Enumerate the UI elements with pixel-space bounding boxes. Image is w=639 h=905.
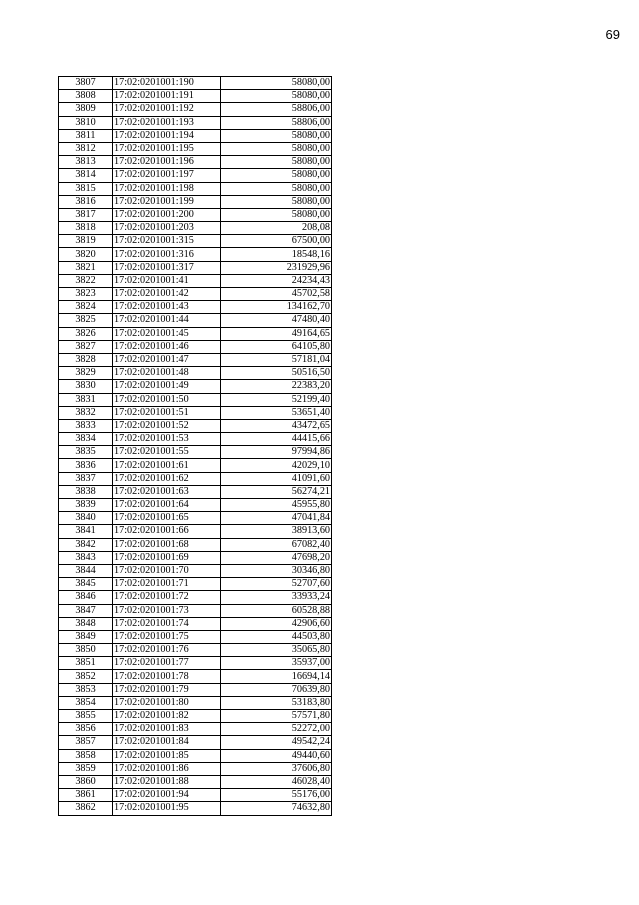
record-number-cell: 3832 bbox=[59, 406, 113, 419]
cadastral-number-cell: 17:02:0201001:190 bbox=[113, 77, 221, 90]
value-cell: 47041,84 bbox=[221, 512, 332, 525]
value-cell: 52707,60 bbox=[221, 578, 332, 591]
record-number-cell: 3840 bbox=[59, 512, 113, 525]
table-row bbox=[59, 393, 332, 406]
cadastral-number-cell: 17:02:0201001:199 bbox=[113, 195, 221, 208]
value-cell: 70639,80 bbox=[221, 683, 332, 696]
table-row bbox=[59, 261, 332, 274]
value-cell: 33933,24 bbox=[221, 591, 332, 604]
record-number-cell: 3862 bbox=[59, 802, 113, 815]
cadastral-number-cell: 17:02:0201001:52 bbox=[113, 419, 221, 432]
cadastral-number-cell: 17:02:0201001:44 bbox=[113, 314, 221, 327]
table-row bbox=[59, 472, 332, 485]
table-row bbox=[59, 551, 332, 564]
cadastral-number-cell: 17:02:0201001:45 bbox=[113, 327, 221, 340]
cadastral-number-cell: 17:02:0201001:72 bbox=[113, 591, 221, 604]
table-row bbox=[59, 591, 332, 604]
value-cell: 58080,00 bbox=[221, 156, 332, 169]
table-row bbox=[59, 762, 332, 775]
cadastral-number-cell: 17:02:0201001:61 bbox=[113, 459, 221, 472]
table-row bbox=[59, 90, 332, 103]
cadastral-number-cell: 17:02:0201001:42 bbox=[113, 288, 221, 301]
record-number-cell: 3819 bbox=[59, 235, 113, 248]
table-row bbox=[59, 644, 332, 657]
value-cell: 57181,04 bbox=[221, 353, 332, 366]
cadastral-number-cell: 17:02:0201001:79 bbox=[113, 683, 221, 696]
value-cell: 22383,20 bbox=[221, 380, 332, 393]
value-cell: 231929,96 bbox=[221, 261, 332, 274]
table-row bbox=[59, 274, 332, 287]
record-number-cell: 3851 bbox=[59, 657, 113, 670]
cadastral-number-cell: 17:02:0201001:55 bbox=[113, 446, 221, 459]
record-number-cell: 3811 bbox=[59, 129, 113, 142]
value-cell: 58080,00 bbox=[221, 208, 332, 221]
record-number-cell: 3859 bbox=[59, 762, 113, 775]
value-cell: 55176,00 bbox=[221, 789, 332, 802]
value-cell: 58806,00 bbox=[221, 103, 332, 116]
record-number-cell: 3827 bbox=[59, 340, 113, 353]
table-row bbox=[59, 723, 332, 736]
record-number-cell: 3842 bbox=[59, 538, 113, 551]
value-cell: 67082,40 bbox=[221, 538, 332, 551]
table-row bbox=[59, 142, 332, 155]
value-cell: 56274,21 bbox=[221, 485, 332, 498]
cadastral-number-cell: 17:02:0201001:203 bbox=[113, 222, 221, 235]
cadastral-number-cell: 17:02:0201001:70 bbox=[113, 564, 221, 577]
table-row bbox=[59, 446, 332, 459]
value-cell: 58806,00 bbox=[221, 116, 332, 129]
cadastral-number-cell: 17:02:0201001:47 bbox=[113, 353, 221, 366]
value-cell: 46028,40 bbox=[221, 775, 332, 788]
cadastral-number-cell: 17:02:0201001:315 bbox=[113, 235, 221, 248]
table-row bbox=[59, 789, 332, 802]
table-row bbox=[59, 288, 332, 301]
records-table bbox=[58, 76, 332, 816]
record-number-cell: 3839 bbox=[59, 499, 113, 512]
value-cell: 74632,80 bbox=[221, 802, 332, 815]
value-cell: 50516,50 bbox=[221, 367, 332, 380]
record-number-cell: 3852 bbox=[59, 670, 113, 683]
cadastral-number-cell: 17:02:0201001:74 bbox=[113, 617, 221, 630]
cadastral-number-cell: 17:02:0201001:51 bbox=[113, 406, 221, 419]
value-cell: 49440,60 bbox=[221, 749, 332, 762]
value-cell: 18548,16 bbox=[221, 248, 332, 261]
record-number-cell: 3841 bbox=[59, 525, 113, 538]
table-row bbox=[59, 670, 332, 683]
cadastral-number-cell: 17:02:0201001:95 bbox=[113, 802, 221, 815]
cadastral-number-cell: 17:02:0201001:94 bbox=[113, 789, 221, 802]
value-cell: 58080,00 bbox=[221, 195, 332, 208]
record-number-cell: 3813 bbox=[59, 156, 113, 169]
record-number-cell: 3846 bbox=[59, 591, 113, 604]
value-cell: 44503,80 bbox=[221, 630, 332, 643]
table-row bbox=[59, 604, 332, 617]
record-number-cell: 3844 bbox=[59, 564, 113, 577]
record-number-cell: 3843 bbox=[59, 551, 113, 564]
value-cell: 35937,00 bbox=[221, 657, 332, 670]
value-cell: 52272,00 bbox=[221, 723, 332, 736]
record-number-cell: 3860 bbox=[59, 775, 113, 788]
value-cell: 208,08 bbox=[221, 222, 332, 235]
table-row bbox=[59, 657, 332, 670]
record-number-cell: 3817 bbox=[59, 208, 113, 221]
cadastral-number-cell: 17:02:0201001:53 bbox=[113, 433, 221, 446]
record-number-cell: 3812 bbox=[59, 142, 113, 155]
table-row bbox=[59, 499, 332, 512]
record-number-cell: 3826 bbox=[59, 327, 113, 340]
value-cell: 97994,86 bbox=[221, 446, 332, 459]
record-number-cell: 3831 bbox=[59, 393, 113, 406]
record-number-cell: 3829 bbox=[59, 367, 113, 380]
cadastral-number-cell: 17:02:0201001:43 bbox=[113, 301, 221, 314]
record-number-cell: 3857 bbox=[59, 736, 113, 749]
record-number-cell: 3861 bbox=[59, 789, 113, 802]
cadastral-number-cell: 17:02:0201001:76 bbox=[113, 644, 221, 657]
records-table-body bbox=[59, 77, 332, 816]
table-row bbox=[59, 103, 332, 116]
table-row bbox=[59, 683, 332, 696]
record-number-cell: 3825 bbox=[59, 314, 113, 327]
value-cell: 47480,40 bbox=[221, 314, 332, 327]
table-row bbox=[59, 314, 332, 327]
value-cell: 44415,66 bbox=[221, 433, 332, 446]
record-number-cell: 3845 bbox=[59, 578, 113, 591]
value-cell: 58080,00 bbox=[221, 90, 332, 103]
value-cell: 45702,58 bbox=[221, 288, 332, 301]
page-number: 69 bbox=[605, 27, 620, 42]
table-row bbox=[59, 77, 332, 90]
value-cell: 42906,60 bbox=[221, 617, 332, 630]
cadastral-number-cell: 17:02:0201001:194 bbox=[113, 129, 221, 142]
table-row bbox=[59, 235, 332, 248]
table-row bbox=[59, 538, 332, 551]
table-row bbox=[59, 525, 332, 538]
cadastral-number-cell: 17:02:0201001:71 bbox=[113, 578, 221, 591]
cadastral-number-cell: 17:02:0201001:80 bbox=[113, 696, 221, 709]
value-cell: 49164,65 bbox=[221, 327, 332, 340]
value-cell: 37606,80 bbox=[221, 762, 332, 775]
cadastral-number-cell: 17:02:0201001:82 bbox=[113, 710, 221, 723]
value-cell: 58080,00 bbox=[221, 182, 332, 195]
record-number-cell: 3823 bbox=[59, 288, 113, 301]
cadastral-number-cell: 17:02:0201001:88 bbox=[113, 775, 221, 788]
cadastral-number-cell: 17:02:0201001:62 bbox=[113, 472, 221, 485]
cadastral-number-cell: 17:02:0201001:200 bbox=[113, 208, 221, 221]
cadastral-number-cell: 17:02:0201001:84 bbox=[113, 736, 221, 749]
value-cell: 58080,00 bbox=[221, 77, 332, 90]
cadastral-number-cell: 17:02:0201001:65 bbox=[113, 512, 221, 525]
value-cell: 16694,14 bbox=[221, 670, 332, 683]
cadastral-number-cell: 17:02:0201001:316 bbox=[113, 248, 221, 261]
record-number-cell: 3822 bbox=[59, 274, 113, 287]
table-row bbox=[59, 736, 332, 749]
value-cell: 47698,20 bbox=[221, 551, 332, 564]
value-cell: 24234,43 bbox=[221, 274, 332, 287]
table-row bbox=[59, 710, 332, 723]
value-cell: 58080,00 bbox=[221, 169, 332, 182]
value-cell: 58080,00 bbox=[221, 129, 332, 142]
cadastral-number-cell: 17:02:0201001:86 bbox=[113, 762, 221, 775]
table-row bbox=[59, 340, 332, 353]
table-row bbox=[59, 327, 332, 340]
value-cell: 67500,00 bbox=[221, 235, 332, 248]
table-row bbox=[59, 353, 332, 366]
cadastral-number-cell: 17:02:0201001:85 bbox=[113, 749, 221, 762]
cadastral-number-cell: 17:02:0201001:69 bbox=[113, 551, 221, 564]
table-row bbox=[59, 578, 332, 591]
cadastral-number-cell: 17:02:0201001:66 bbox=[113, 525, 221, 538]
record-number-cell: 3816 bbox=[59, 195, 113, 208]
cadastral-number-cell: 17:02:0201001:68 bbox=[113, 538, 221, 551]
record-number-cell: 3849 bbox=[59, 630, 113, 643]
record-number-cell: 3821 bbox=[59, 261, 113, 274]
cadastral-number-cell: 17:02:0201001:48 bbox=[113, 367, 221, 380]
value-cell: 49542,24 bbox=[221, 736, 332, 749]
value-cell: 38913,60 bbox=[221, 525, 332, 538]
record-number-cell: 3818 bbox=[59, 222, 113, 235]
cadastral-number-cell: 17:02:0201001:83 bbox=[113, 723, 221, 736]
record-number-cell: 3854 bbox=[59, 696, 113, 709]
table-row bbox=[59, 222, 332, 235]
table-row bbox=[59, 367, 332, 380]
record-number-cell: 3814 bbox=[59, 169, 113, 182]
table-row bbox=[59, 433, 332, 446]
record-number-cell: 3828 bbox=[59, 353, 113, 366]
table-row bbox=[59, 696, 332, 709]
table-row bbox=[59, 208, 332, 221]
value-cell: 41091,60 bbox=[221, 472, 332, 485]
cadastral-number-cell: 17:02:0201001:75 bbox=[113, 630, 221, 643]
value-cell: 43472,65 bbox=[221, 419, 332, 432]
table-row bbox=[59, 129, 332, 142]
record-number-cell: 3837 bbox=[59, 472, 113, 485]
value-cell: 60528,88 bbox=[221, 604, 332, 617]
cadastral-number-cell: 17:02:0201001:196 bbox=[113, 156, 221, 169]
record-number-cell: 3809 bbox=[59, 103, 113, 116]
table-row bbox=[59, 116, 332, 129]
record-number-cell: 3853 bbox=[59, 683, 113, 696]
record-number-cell: 3850 bbox=[59, 644, 113, 657]
value-cell: 30346,80 bbox=[221, 564, 332, 577]
cadastral-number-cell: 17:02:0201001:198 bbox=[113, 182, 221, 195]
record-number-cell: 3836 bbox=[59, 459, 113, 472]
value-cell: 45955,80 bbox=[221, 499, 332, 512]
value-cell: 53651,40 bbox=[221, 406, 332, 419]
record-number-cell: 3835 bbox=[59, 446, 113, 459]
record-number-cell: 3810 bbox=[59, 116, 113, 129]
table-row bbox=[59, 802, 332, 815]
record-number-cell: 3855 bbox=[59, 710, 113, 723]
table-row bbox=[59, 301, 332, 314]
cadastral-number-cell: 17:02:0201001:46 bbox=[113, 340, 221, 353]
value-cell: 58080,00 bbox=[221, 142, 332, 155]
table-row bbox=[59, 195, 332, 208]
table-row bbox=[59, 169, 332, 182]
record-number-cell: 3808 bbox=[59, 90, 113, 103]
value-cell: 35065,80 bbox=[221, 644, 332, 657]
cadastral-number-cell: 17:02:0201001:193 bbox=[113, 116, 221, 129]
table-row bbox=[59, 419, 332, 432]
table-row bbox=[59, 564, 332, 577]
cadastral-number-cell: 17:02:0201001:317 bbox=[113, 261, 221, 274]
cadastral-number-cell: 17:02:0201001:41 bbox=[113, 274, 221, 287]
cadastral-number-cell: 17:02:0201001:195 bbox=[113, 142, 221, 155]
value-cell: 134162,70 bbox=[221, 301, 332, 314]
cadastral-number-cell: 17:02:0201001:63 bbox=[113, 485, 221, 498]
cadastral-number-cell: 17:02:0201001:197 bbox=[113, 169, 221, 182]
record-number-cell: 3838 bbox=[59, 485, 113, 498]
cadastral-number-cell: 17:02:0201001:50 bbox=[113, 393, 221, 406]
record-number-cell: 3824 bbox=[59, 301, 113, 314]
value-cell: 42029,10 bbox=[221, 459, 332, 472]
record-number-cell: 3847 bbox=[59, 604, 113, 617]
cadastral-number-cell: 17:02:0201001:78 bbox=[113, 670, 221, 683]
table-row bbox=[59, 749, 332, 762]
record-number-cell: 3830 bbox=[59, 380, 113, 393]
cadastral-number-cell: 17:02:0201001:64 bbox=[113, 499, 221, 512]
table-row bbox=[59, 485, 332, 498]
record-number-cell: 3856 bbox=[59, 723, 113, 736]
record-number-cell: 3858 bbox=[59, 749, 113, 762]
cadastral-number-cell: 17:02:0201001:192 bbox=[113, 103, 221, 116]
record-number-cell: 3815 bbox=[59, 182, 113, 195]
value-cell: 53183,80 bbox=[221, 696, 332, 709]
table-row bbox=[59, 775, 332, 788]
table-row bbox=[59, 182, 332, 195]
table-row bbox=[59, 406, 332, 419]
table-row bbox=[59, 156, 332, 169]
value-cell: 52199,40 bbox=[221, 393, 332, 406]
cadastral-number-cell: 17:02:0201001:77 bbox=[113, 657, 221, 670]
value-cell: 57571,80 bbox=[221, 710, 332, 723]
table-row bbox=[59, 459, 332, 472]
table-row bbox=[59, 630, 332, 643]
record-number-cell: 3848 bbox=[59, 617, 113, 630]
cadastral-number-cell: 17:02:0201001:73 bbox=[113, 604, 221, 617]
table-row bbox=[59, 380, 332, 393]
table-row bbox=[59, 512, 332, 525]
record-number-cell: 3807 bbox=[59, 77, 113, 90]
record-number-cell: 3833 bbox=[59, 419, 113, 432]
record-number-cell: 3834 bbox=[59, 433, 113, 446]
value-cell: 64105,80 bbox=[221, 340, 332, 353]
cadastral-number-cell: 17:02:0201001:191 bbox=[113, 90, 221, 103]
record-number-cell: 3820 bbox=[59, 248, 113, 261]
table-row bbox=[59, 617, 332, 630]
table-row bbox=[59, 248, 332, 261]
cadastral-number-cell: 17:02:0201001:49 bbox=[113, 380, 221, 393]
